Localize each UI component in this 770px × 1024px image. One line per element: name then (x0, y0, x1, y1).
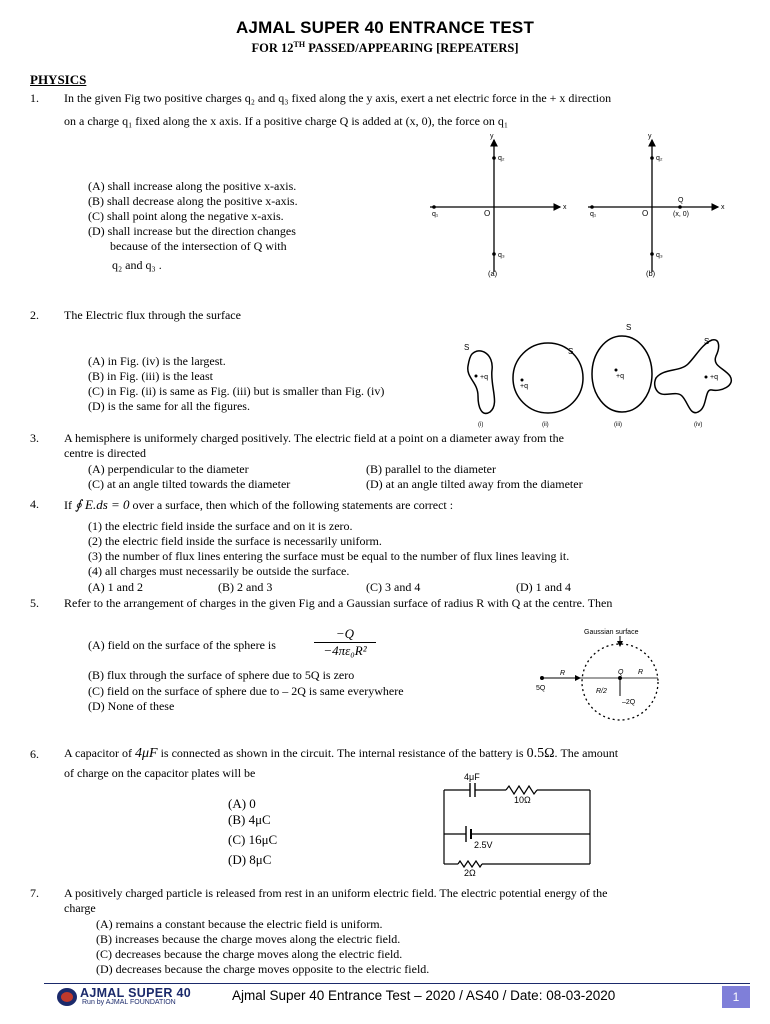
q2-fig-q2: +q (520, 383, 528, 390)
q4-statement-2: (2) the electric field inside the surface is necessarily uniform. (88, 534, 382, 548)
q5-figure (530, 624, 690, 724)
q1-fig-b-y-label: y (648, 133, 652, 140)
q5-text: Refer to the arrangement of charges in the given Fig and a Gaussian surface of radius R with Q at the centre. Then (64, 596, 613, 610)
q6-line1-c: . The amount (554, 746, 619, 760)
q2-option-d: (D) is the same for all the figures. (88, 399, 250, 413)
q6-fig-cap-label: 4μF (464, 772, 480, 782)
q6-option-c: (C) 16μC (228, 832, 278, 847)
q1-fig-b-label: (b) (646, 269, 656, 278)
page-subtitle (0, 40, 770, 56)
q4-option-c: (C) 3 and 4 (366, 580, 421, 594)
q3-option-c: (C) at an angle tilted towards the diameter (88, 477, 291, 491)
q1-fig-b-x-label: x (721, 204, 725, 211)
q7-number: 7. (30, 886, 39, 900)
q5-fig-r1: R (560, 670, 566, 677)
q1-figure (420, 130, 730, 280)
q4-option-b: (B) 2 and 3 (218, 580, 273, 594)
q6-circuit (440, 768, 620, 878)
q1-fig-b-q1-label: q₁ (590, 211, 597, 218)
q6-line1 (64, 746, 618, 761)
q2-fig-s2: S (568, 347, 574, 356)
footer-text: Ajmal Super 40 Entrance Test – 2020 / AS40 / Date: 08-03-2020 (232, 988, 616, 1003)
q2-fig-s3: S (626, 323, 632, 332)
q6-line1-b: is connected as shown in the circuit. The internal resistance of the battery is (160, 746, 524, 760)
footer-logo (56, 986, 216, 1008)
q1-fig-x-label: x (563, 204, 567, 211)
q4-pre: If (64, 498, 72, 512)
q1-fig-q2-label: q₂ (498, 155, 505, 162)
q1-line2: on a charge q₁ fixed along the x axis. If a positive charge Q is added at (x, 0), the force on q₁ (64, 114, 509, 128)
q2-option-b: (B) in Fig. (iii) is the least (88, 369, 213, 383)
q4-option-a: (A) 1 and 2 (88, 580, 143, 594)
q1-option-b: (B) shall decrease along the positive x-axis. (88, 194, 298, 208)
logo-text: AJMAL SUPER 40 (80, 986, 191, 1000)
q4-formula: ∮ E.ds = 0 (75, 497, 130, 512)
q1-option-d-cont2: q₂ and q₃ . (112, 258, 162, 272)
q2-text: The Electric flux through the surface (64, 308, 241, 322)
q2-fig-q3: +q (616, 373, 624, 380)
q7-option-b: (B) increases because the charge moves along the electric field. (96, 932, 401, 946)
subtitle-text-post: PASSED/APPEARING [REPEATERS] (305, 41, 519, 56)
q6-option-a: (A) 0 (228, 796, 256, 811)
q5-fig-title: Gaussian surface (584, 629, 639, 636)
q2-figure (450, 320, 750, 430)
q2-fig-q1: +q (480, 374, 488, 381)
q7-line1: A positively charged particle is released from rest in an uniform electric field. The electric potential energy of the (64, 886, 608, 900)
q1-fig-q3-label: q₃ (498, 252, 505, 259)
q5-fig-r2: R (638, 669, 644, 676)
q3-line2: centre is directed (64, 446, 146, 460)
q3-line1: A hemisphere is uniformely charged positively. The electric field at a point on a diameter away from the (64, 431, 564, 445)
q5-number: 5. (30, 596, 39, 610)
q5-option-c: (C) field on the surface of sphere due to – 2Q is same everywhere (88, 684, 404, 698)
q6-number: 6. (30, 747, 39, 761)
q5-fig-Q: Q (618, 669, 624, 676)
page-number: 1 (722, 986, 750, 1008)
q1-fig-q1-label: q₁ (432, 211, 439, 218)
q3-option-a: (A) perpendicular to the diameter (88, 462, 249, 476)
q5-fraction (314, 626, 376, 659)
q4-number: 4. (30, 497, 39, 511)
q1-option-d: (D) shall increase but the direction changes (88, 224, 296, 238)
q4-line (64, 497, 453, 513)
q6-resistance: 0.5Ω (526, 746, 555, 761)
q7-option-a: (A) remains a constant because the electric field is uniform. (96, 917, 383, 931)
q1-fig-y-label: y (490, 133, 494, 140)
q2-option-a: (A) in Fig. (iv) is the largest. (88, 354, 226, 368)
footer-divider (44, 983, 750, 984)
subject-heading: PHYSICS (30, 72, 87, 87)
q2-fig-iv: (iv) (694, 422, 703, 428)
q2-fig-s4: S (704, 337, 710, 346)
q5-option-d: (D) None of these (88, 699, 175, 713)
q5-fig-5q: 5Q (536, 685, 546, 692)
q1-fig-b-origin: O (642, 209, 649, 218)
q4-statement-1: (1) the electric field inside the surface and on it is zero. (88, 519, 353, 533)
q6-fig-voltage-label: 2.5V (474, 840, 493, 850)
q1-fig-b-q3-label: q₃ (656, 252, 663, 259)
q1-fig-b-q2-label: q₂ (656, 155, 663, 162)
q1-option-a: (A) shall increase along the positive x-axis. (88, 179, 297, 193)
q2-option-c: (C) in Fig. (ii) is same as Fig. (iii) but is smaller than Fig. (iv) (88, 384, 385, 398)
q2-number: 2. (30, 308, 39, 322)
q7-option-d: (D) decreases because the charge moves opposite to the electric field. (96, 962, 430, 976)
q3-number: 3. (30, 431, 39, 445)
q1-option-d-cont: because of the intersection of Q with (110, 239, 287, 253)
q1-number: 1. (30, 91, 39, 105)
q5-option-b: (B) flux through the surface of sphere due to 5Q is zero (88, 668, 355, 682)
q5-fraction-num: −Q (314, 626, 376, 643)
q3-option-d: (D) at an angle tilted away from the diameter (366, 477, 583, 491)
q4-option-d: (D) 1 and 4 (516, 580, 571, 594)
q6-line2: of charge on the capacitor plates will be (64, 766, 256, 780)
page-title: AJMAL SUPER 40 ENTRANCE TEST (235, 18, 535, 37)
q5-fig-r-half: R/2 (596, 688, 607, 695)
q6-line1-a: A capacitor of (64, 746, 132, 760)
q4-statement-4: (4) all charges must necessarily be outside the surface. (88, 564, 350, 578)
q2-fig-q4: +q (710, 374, 718, 381)
q2-fig-s1: S (464, 343, 470, 352)
q5-option-a: (A) field on the surface of the sphere is (88, 638, 276, 652)
q6-option-d: (D) 8μC (228, 852, 272, 867)
q1-fig-b-xo-label: (x, 0) (673, 211, 689, 218)
q1-fig-b-Q-label: Q (678, 197, 684, 204)
q1-line1: In the given Fig two positive charges q₂ and q₃ fixed along the y axis, exert a net electric force in the + x direction (64, 91, 612, 105)
q1-option-c: (C) shall point along the negative x-axis. (88, 209, 284, 223)
q3-option-b: (B) parallel to the diameter (366, 462, 496, 476)
q4-statement-3: (3) the number of flux lines entering the surface must be equal to the number of flux lines leaving it. (88, 549, 570, 563)
subtitle-sup: TH (293, 40, 306, 49)
q7-line2: charge (64, 901, 96, 915)
q5-fraction-den: −4πε₀R² (323, 643, 367, 658)
q6-option-b: (B) 4μC (228, 812, 271, 827)
q2-fig-i: (i) (478, 422, 484, 428)
q1-fig-a-label: (a) (488, 269, 498, 278)
q2-fig-ii: (ii) (542, 422, 549, 428)
q5-fig-minus-2q: –2Q (622, 699, 636, 706)
q6-fig-r1-label: 10Ω (514, 795, 531, 805)
q4-post: over a surface, then which of the following statements are correct : (132, 498, 454, 512)
q7-option-c: (C) decreases because the charge moves along the electric field. (96, 947, 403, 961)
logo-emblem-icon (56, 987, 78, 1007)
q6-capacitance: 4μF (134, 746, 158, 761)
q1-fig-origin: O (484, 209, 491, 218)
q2-fig-iii: (iii) (614, 422, 622, 428)
subtitle-text: FOR 12 (251, 41, 294, 56)
logo-subtext: Run by AJMAL FOUNDATION (82, 999, 176, 1006)
q6-fig-r2-label: 2Ω (464, 868, 476, 878)
